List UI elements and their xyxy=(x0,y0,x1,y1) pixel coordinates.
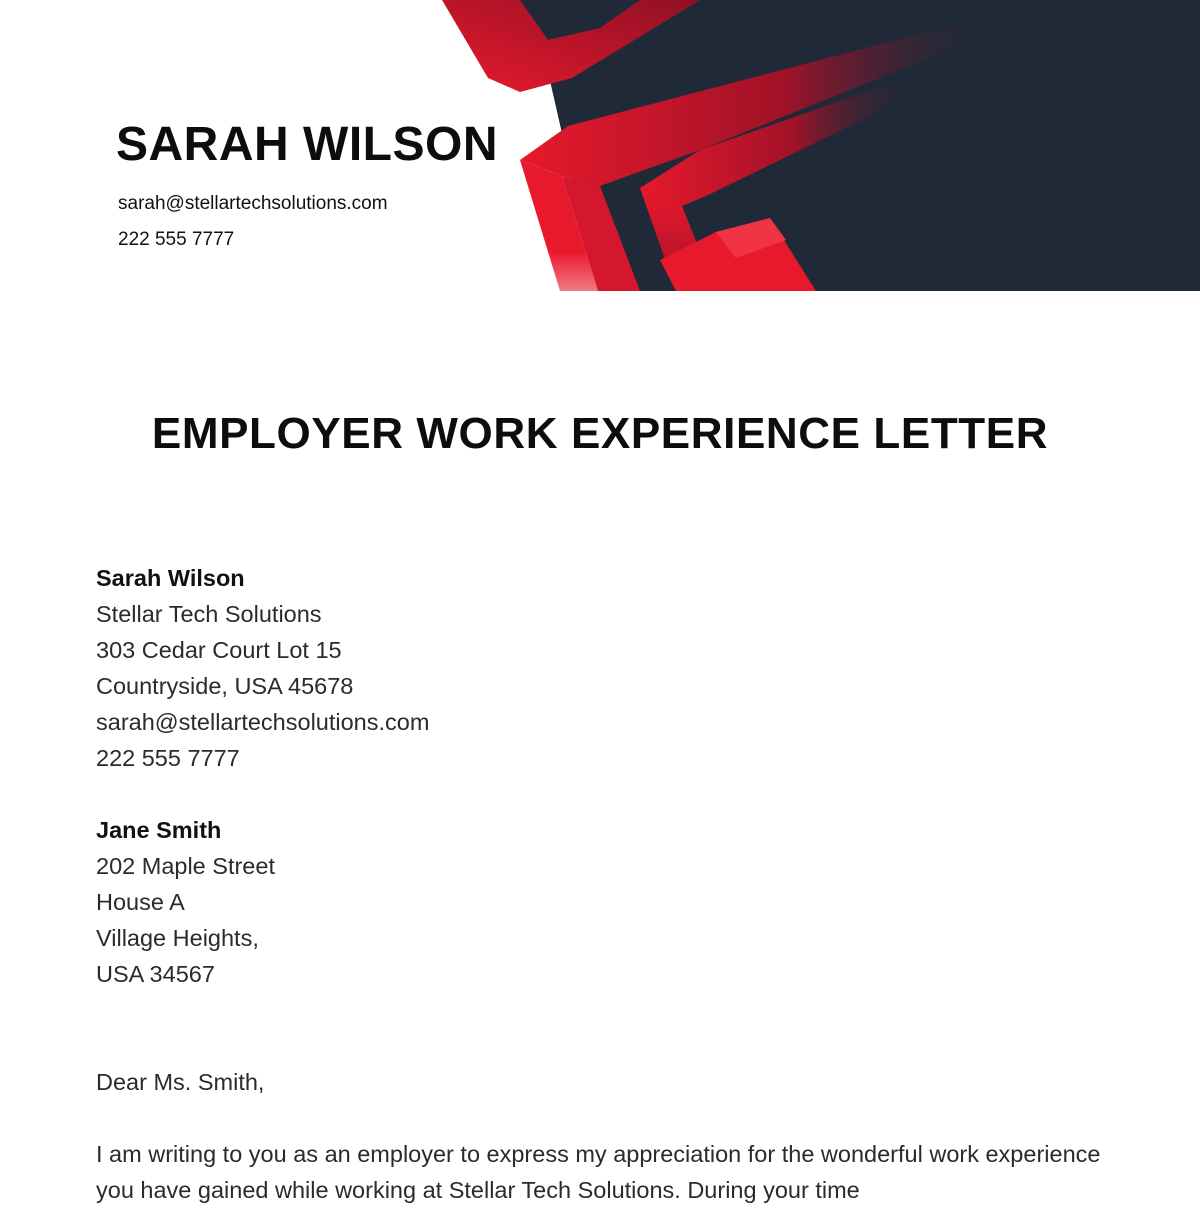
header-email: sarah@stellartechsolutions.com xyxy=(118,193,388,214)
recipient-address-line2: House A xyxy=(96,889,185,915)
sender-phone: 222 555 7777 xyxy=(96,745,240,771)
recipient-address-line3: Village Heights, xyxy=(96,925,259,951)
sender-address-line1: 303 Cedar Court Lot 15 xyxy=(96,637,342,663)
recipient-address-line1: 202 Maple Street xyxy=(96,853,275,879)
letter-paragraph: I am writing to you as an employer to express my appreciation for the wonderful work experience you have gained while working at Stellar Tech Solutions. During your time xyxy=(96,1141,1101,1203)
sender-email: sarah@stellartechsolutions.com xyxy=(96,709,430,735)
sender-block xyxy=(96,560,1106,776)
header-name: SARAH WILSON xyxy=(116,118,498,171)
recipient-block xyxy=(96,812,1106,992)
header-phone: 222 555 7777 xyxy=(118,229,235,250)
sender-company: Stellar Tech Solutions xyxy=(96,601,322,627)
document-title: EMPLOYER WORK EXPERIENCE LETTER xyxy=(151,409,1049,458)
recipient-address-line4: USA 34567 xyxy=(96,961,215,987)
sender-address-line2: Countryside, USA 45678 xyxy=(96,673,354,699)
header-contact xyxy=(118,186,388,258)
letter-salutation: Dear Ms. Smith, xyxy=(96,1069,265,1095)
recipient-name: Jane Smith xyxy=(96,817,222,843)
sender-name: Sarah Wilson xyxy=(96,565,245,591)
